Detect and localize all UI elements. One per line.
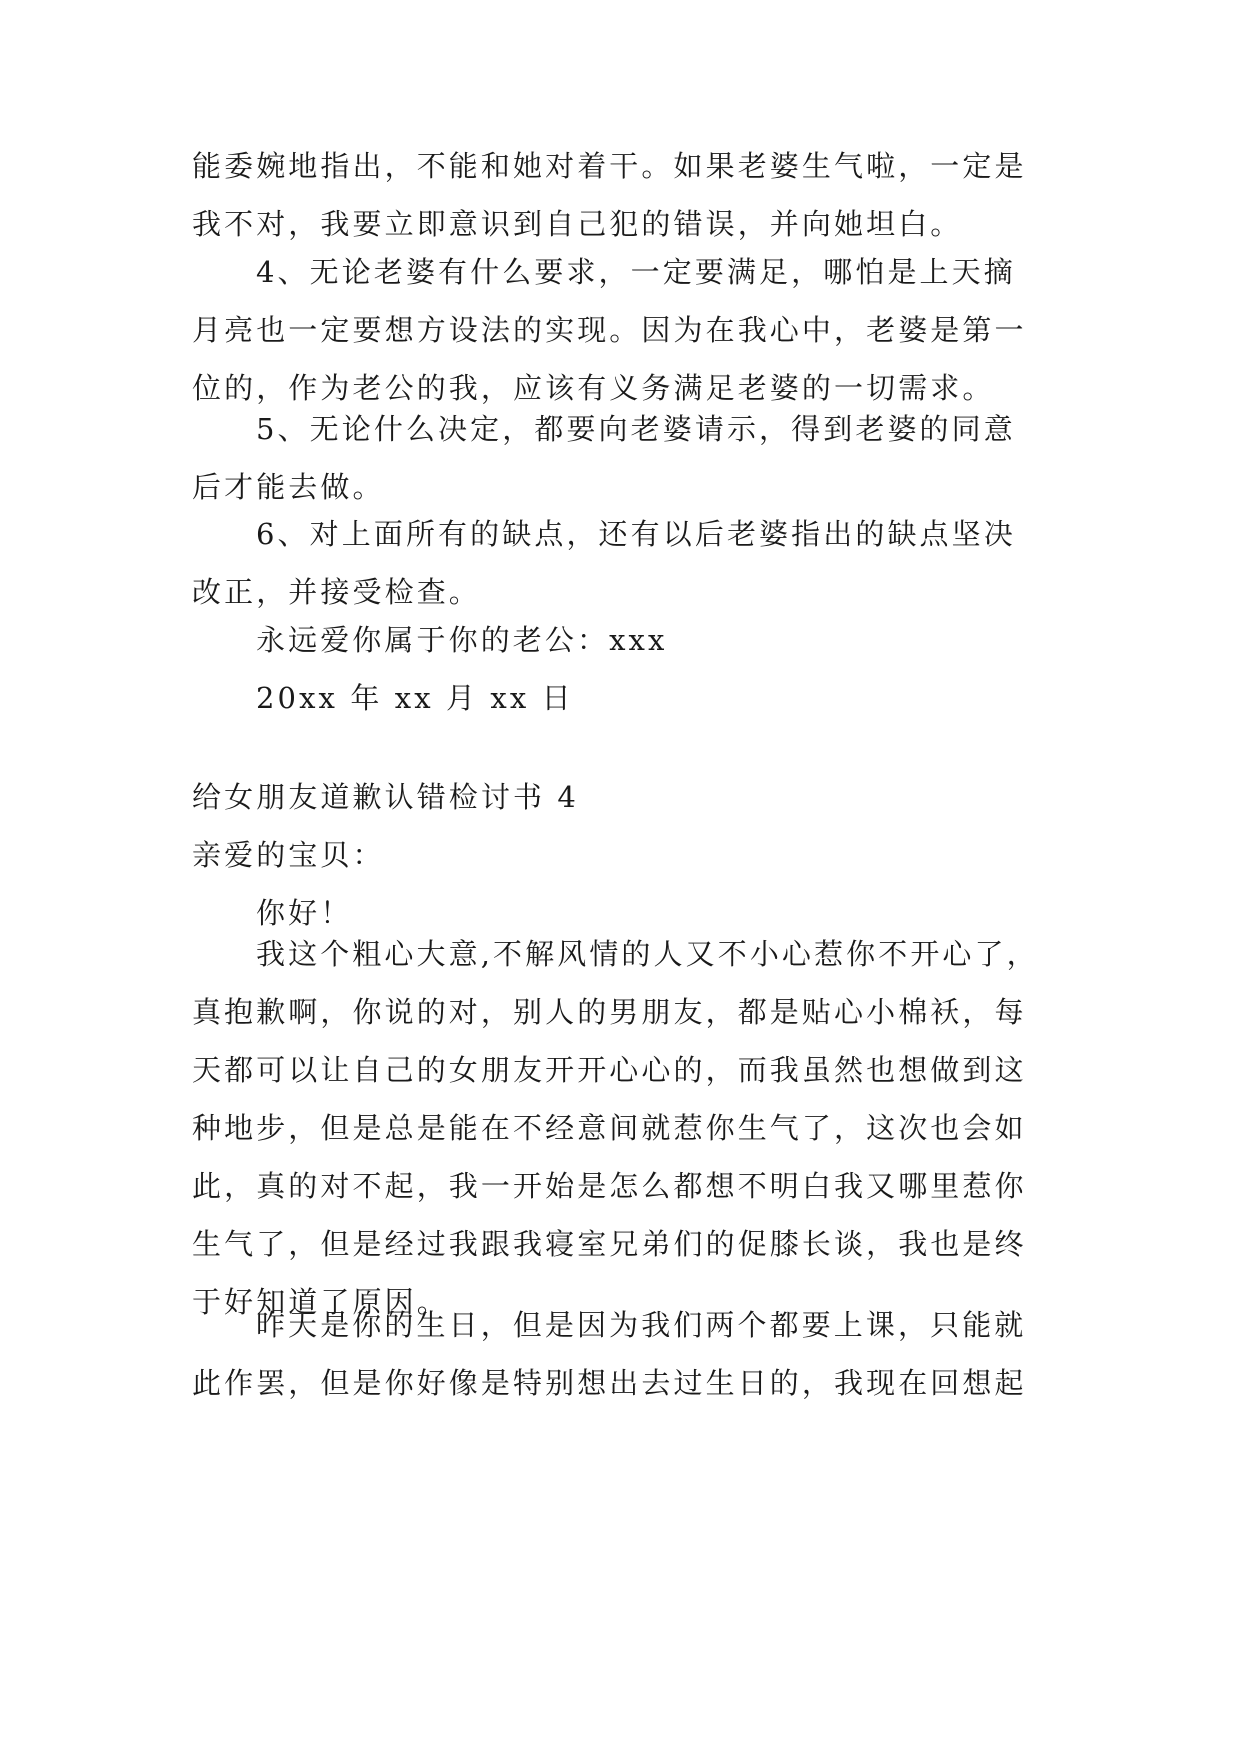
letter-title: 给女朋友道歉认错检讨书 4 (192, 780, 579, 814)
body-line: 月亮也一定要想方设法的实现。因为在我心中，老婆是第一 (192, 313, 1027, 347)
greeting: 你好！ (256, 896, 353, 930)
signature-block (192, 611, 1052, 727)
body-line: 生气了，但是经过我跟我寝室兄弟们的促膝长谈，我也是终 (192, 1227, 1027, 1261)
list-item-5 (192, 400, 1052, 516)
body-line: 6、对上面所有的缺点，还有以后老婆指出的缺点坚决 (256, 517, 1016, 551)
body-line: 于好知道了原因。 (192, 1285, 449, 1319)
body-line: 我这个粗心大意,不解风情的人又不小心惹你不开心了， (256, 937, 1039, 971)
body-line: 位的，作为老公的我，应该有义务满足老婆的一切需求。 (192, 371, 995, 405)
paragraph-1 (192, 925, 1052, 1331)
body-line: 能委婉地指出，不能和她对着干。如果老婆生气啦，一定是 (192, 149, 1027, 183)
list-item-4 (192, 243, 1052, 417)
body-line: 昨天是你的生日，但是因为我们两个都要上课，只能就 (256, 1308, 1027, 1342)
body-line: 此，真的对不起，我一开始是怎么都想不明白我又哪里惹你 (192, 1169, 1027, 1203)
body-line: 天都可以让自己的女朋友开开心心的，而我虽然也想做到这 (192, 1053, 1027, 1087)
paragraph-2 (192, 1296, 1052, 1412)
date-line: 20xx 年 xx 月 xx 日 (256, 681, 574, 715)
body-line: 改正，并接受检查。 (192, 575, 481, 609)
section-a-intro (192, 137, 1052, 253)
body-line: 此作罢，但是你好像是特别想出去过生日的，我现在回想起 (192, 1366, 1027, 1400)
body-line: 4、无论老婆有什么要求，一定要满足，哪怕是上天摘 (256, 255, 1016, 289)
list-item-6 (192, 505, 1052, 621)
body-line: 我不对，我要立即意识到自己犯的错误，并向她坦白。 (192, 207, 963, 241)
body-line: 种地步，但是总是能在不经意间就惹你生气了，这次也会如 (192, 1111, 1027, 1145)
signature-line: 永远爱你属于你的老公：xxx (256, 623, 668, 657)
body-line: 后才能去做。 (192, 470, 385, 504)
salutation: 亲爱的宝贝： (192, 838, 385, 872)
body-line: 5、无论什么决定，都要向老婆请示，得到老婆的同意 (256, 412, 1016, 446)
section-b-heading (192, 768, 1052, 942)
body-line: 真抱歉啊，你说的对，别人的男朋友，都是贴心小棉袄，每 (192, 995, 1027, 1029)
